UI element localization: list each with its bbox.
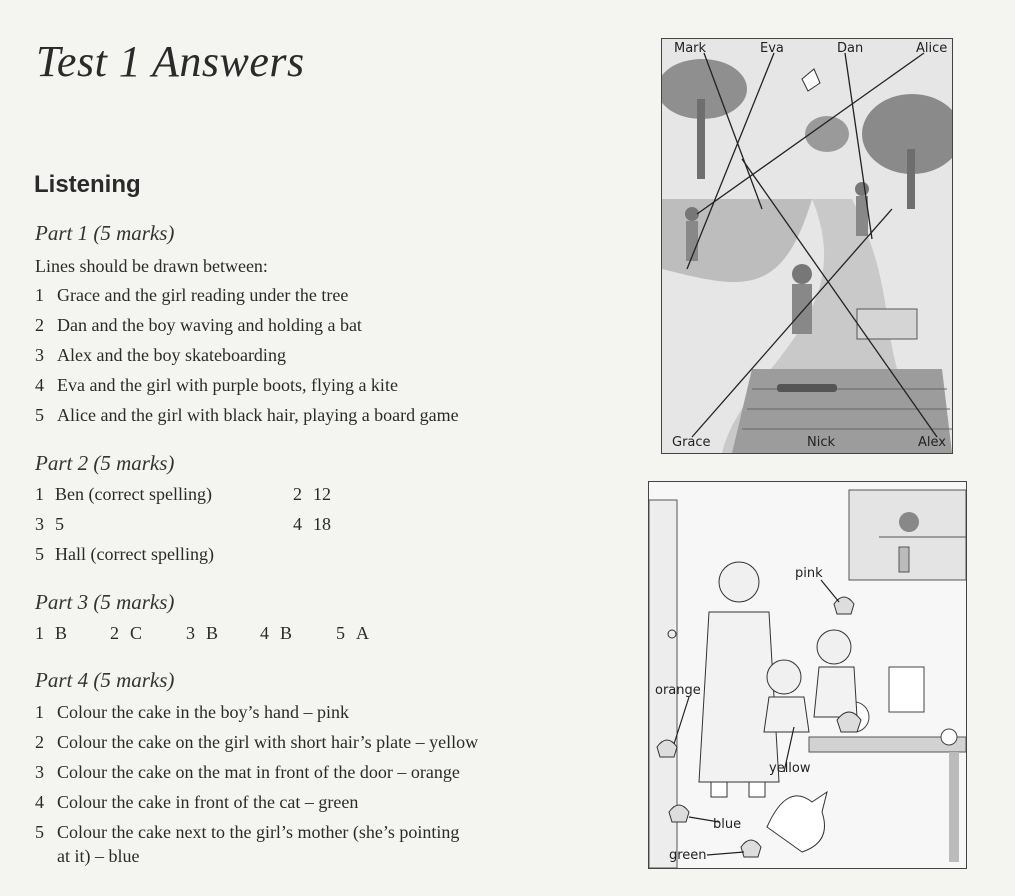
item-number: 4 [35, 792, 44, 812]
item-number: 1 [35, 285, 44, 305]
part2-item [35, 514, 64, 535]
item-text: A [356, 623, 369, 643]
park-name-label: Alice [916, 41, 948, 56]
item-number: 2 [293, 484, 302, 504]
part4-heading: Part 4 (5 marks) [35, 668, 175, 692]
park-picture [661, 38, 953, 454]
part1-item [35, 375, 398, 396]
item-text: Colour the cake in front of the cat – green [57, 792, 359, 812]
part1-heading: Part 1 (5 marks) [35, 221, 175, 245]
item-number: 4 [35, 375, 44, 395]
item-number: 3 [186, 623, 195, 643]
part2-heading: Part 2 (5 marks) [35, 451, 175, 475]
item-text: Alice and the girl with black hair, playing a board game [57, 405, 459, 425]
item-number: 3 [35, 514, 44, 534]
item-text: Colour the cake next to the girl’s mother (she’s pointing [57, 822, 460, 842]
part3-item [186, 623, 218, 644]
item-number: 2 [35, 732, 44, 752]
item-number: 3 [35, 345, 44, 365]
item-number: 1 [35, 702, 44, 722]
cake-colour-label: pink [795, 566, 823, 581]
item-number: 3 [35, 762, 44, 782]
item-number: 5 [35, 544, 44, 564]
page-title: Test 1 Answers [36, 37, 305, 86]
item-text: Hall (correct spelling) [55, 544, 214, 564]
part2-item [35, 484, 212, 505]
item-number: 5 [35, 405, 44, 425]
item-text: Alex and the boy skateboarding [57, 345, 286, 365]
item-number: 4 [293, 514, 302, 534]
item-text: Colour the cake on the mat in front of the door – orange [57, 762, 460, 782]
item-text: Colour the cake in the boy’s hand – pink [57, 702, 349, 722]
item-text: B [280, 623, 293, 643]
item-number: 2 [35, 315, 44, 335]
item-text: Dan and the boy waving and holding a bat [57, 315, 362, 335]
park-name-label: Dan [837, 41, 864, 56]
section-heading: Listening [34, 171, 141, 198]
park-name-label: Mark [674, 41, 707, 56]
part1-item [35, 405, 459, 426]
park-name-label: Nick [807, 435, 836, 450]
item-text: C [130, 623, 143, 643]
part4-item [35, 762, 460, 783]
part3-item [110, 623, 142, 644]
item-text: Grace and the girl reading under the tree [57, 285, 349, 305]
item-number: 1 [35, 623, 44, 643]
part3-heading: Part 3 (5 marks) [35, 590, 175, 614]
park-name-label: Eva [760, 41, 784, 56]
item-text: at it) – blue [57, 846, 140, 866]
part3-item [35, 623, 67, 644]
part4-item [35, 822, 459, 843]
item-number: 1 [35, 484, 44, 504]
item-number: 5 [336, 623, 345, 643]
cake-colour-label: blue [713, 817, 742, 832]
park-name-label: Alex [918, 435, 946, 450]
part4-item [35, 792, 358, 813]
part3-item [336, 623, 369, 644]
item-text: 18 [313, 514, 331, 534]
item-text: 5 [55, 514, 64, 534]
item-number: 2 [110, 623, 119, 643]
cake-colour-label: orange [655, 683, 701, 698]
cake-colour-label: green [669, 848, 707, 863]
kitchen-picture [648, 481, 967, 869]
part2-item [35, 544, 214, 565]
part3-item [260, 623, 292, 644]
part4-item [35, 702, 349, 723]
part1-item [35, 345, 286, 366]
item-text: B [55, 623, 68, 643]
park-name-label: Grace [672, 435, 711, 450]
part4-item-continuation [35, 846, 139, 867]
item-text: Eva and the girl with purple boots, flying a kite [57, 375, 398, 395]
kitchen-illustration [649, 482, 966, 868]
item-text: B [206, 623, 219, 643]
part1-item [35, 315, 362, 336]
item-text: Colour the cake on the girl with short hair’s plate – yellow [57, 732, 479, 752]
item-number: 5 [35, 822, 44, 842]
cake-colour-label: yellow [769, 761, 811, 776]
park-illustration [662, 39, 952, 453]
item-number: 4 [260, 623, 269, 643]
part2-item [293, 514, 331, 535]
part4-item [35, 732, 478, 753]
item-text: Ben (correct spelling) [55, 484, 212, 504]
item-text: 12 [313, 484, 331, 504]
part1-intro: Lines should be drawn between: [35, 256, 268, 276]
part1-item [35, 285, 348, 306]
part2-item [293, 484, 331, 505]
